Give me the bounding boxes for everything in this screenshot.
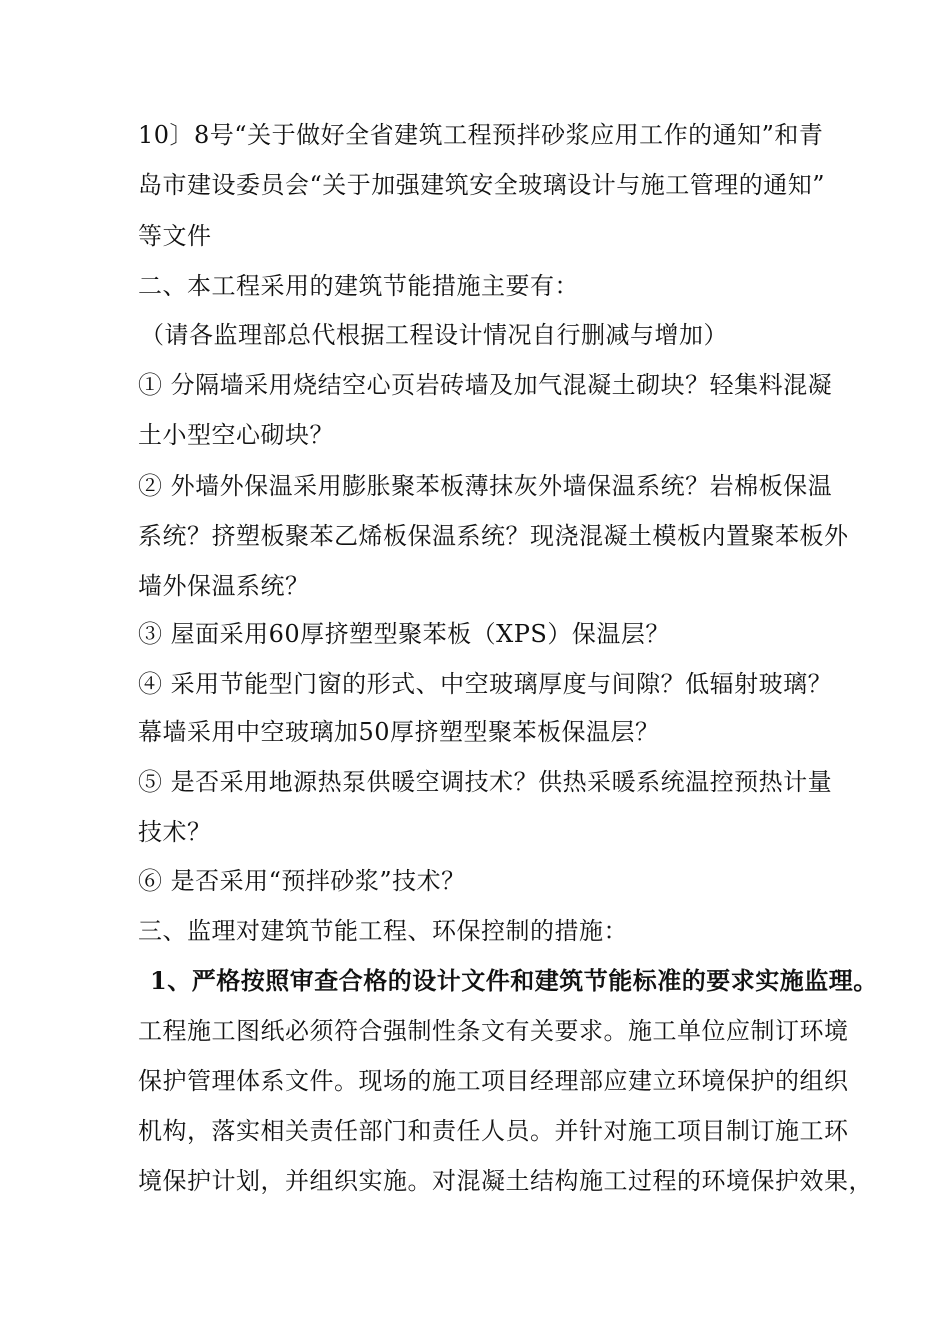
text-line: 机构，落实相关责任部门和责任人员。并针对施工项目制订施工环 bbox=[138, 1117, 849, 1145]
list-item: ④ 采用节能型门窗的形式、中空玻璃厚度与间隙？低辐射玻璃？ bbox=[138, 670, 833, 698]
text-line: 岛市建设委员会“关于加强建筑安全玻璃设计与施工管理的通知” bbox=[138, 171, 826, 199]
text-line: 境保护计划，并组织实施。对混凝土结构施工过程的环境保护效果， bbox=[138, 1167, 873, 1195]
list-item: ② 外墙外保温采用膨胀聚苯板薄抹灰外墙保温系统？岩棉板保温 bbox=[138, 472, 833, 500]
text-line: 等文件 bbox=[138, 222, 212, 250]
list-item: ⑤ 是否采用地源热泵供暖空调技术？供热采暖系统温控预热计量 bbox=[138, 768, 833, 796]
text-line: 10〕8号“关于做好全省建筑工程预拌砂浆应用工作的通知”和青 bbox=[138, 121, 824, 149]
list-item: ③ 屋面采用60厚挤塑型聚苯板（XPS）保温层？ bbox=[138, 620, 670, 648]
text-line: 保护管理体系文件。现场的施工项目经理部应建立环境保护的组织 bbox=[138, 1067, 849, 1095]
text-line: 土小型空心砌块？ bbox=[138, 421, 334, 449]
section-heading: 三、监理对建筑节能工程、环保控制的措施： bbox=[138, 917, 628, 945]
numbered-paragraph: 1、严格按照审查合格的设计文件和建筑节能标准的要求实施监理。 bbox=[150, 966, 878, 995]
text-line: 墙外保温系统？ bbox=[138, 572, 310, 600]
list-item: ⑥ 是否采用“预拌砂浆”技术？ bbox=[138, 867, 466, 895]
text-line: 工程施工图纸必须符合强制性条文有关要求。施工单位应制订环境 bbox=[138, 1017, 849, 1045]
text-line: 幕墙采用中空玻璃加50厚挤塑型聚苯板保温层？ bbox=[138, 718, 660, 746]
text-line: 系统？挤塑板聚苯乙烯板保温系统？现浇混凝土模板内置聚苯板外 bbox=[138, 522, 849, 550]
text-line: 技术？ bbox=[138, 818, 212, 846]
text-line: （请各监理部总代根据工程设计情况自行删减与增加） bbox=[140, 321, 728, 349]
list-item: ① 分隔墙采用烧结空心页岩砖墙及加气混凝土砌块？轻集料混凝 bbox=[138, 371, 833, 399]
section-heading: 二、本工程采用的建筑节能措施主要有： bbox=[138, 272, 579, 300]
